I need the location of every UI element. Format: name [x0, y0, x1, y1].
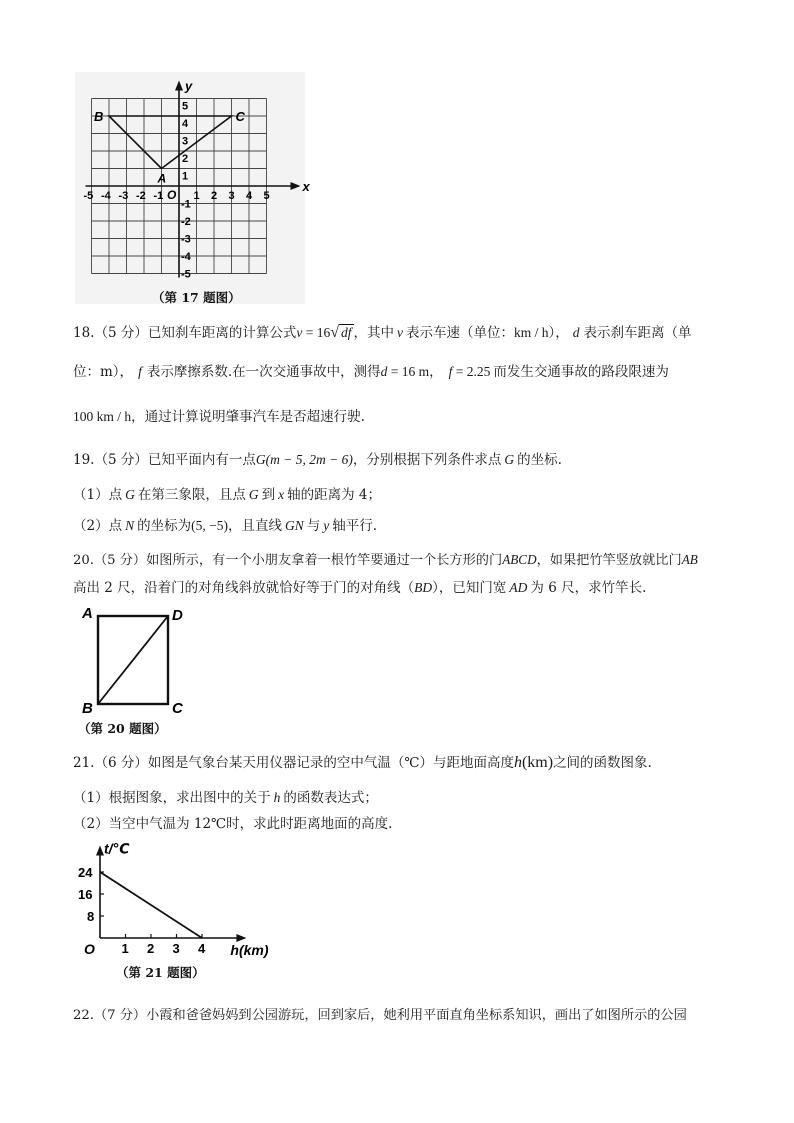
q19-var-g-2: G [504, 452, 515, 467]
fig17-x-tick-label: -4 [101, 190, 111, 202]
fig17-y-tick-label: 3 [182, 135, 189, 148]
q21-var-h: h [513, 754, 522, 771]
fig21-x-tick-label: 2 [147, 941, 155, 956]
q19-s1-c: 到 [261, 487, 276, 503]
fig21-x-tick-label: 3 [172, 941, 180, 956]
fig17-y-tick-label: -5 [181, 268, 191, 281]
q20-text-d: ），已知门宽 [432, 580, 507, 596]
q18-var-v-2: v [397, 325, 404, 340]
q19-s2-b: 的坐标为 [137, 518, 192, 534]
q19-s2-coord: (5, −5) [191, 518, 228, 533]
q21-text-a: 21.（6 分）如图是气象台某天用仪器记录的空中气温（℃）与距地面高度 [73, 755, 514, 771]
q19-s1-g2: G [248, 487, 259, 502]
q21-sub-2 [73, 812, 392, 832]
q20-ad: AD [509, 580, 528, 595]
q18-f-val: = 2.25 [452, 364, 491, 379]
q19-text-c: 的坐标. [517, 452, 562, 468]
q21-line-1 [73, 751, 652, 772]
fig20-label-b: B [82, 700, 93, 717]
fig21-y-tick-label: 16 [78, 887, 93, 902]
q19-text-b: ，分别根据下列条件求点 [352, 452, 502, 468]
q19-line-1 [73, 448, 562, 468]
fig21-x-tick-label: 4 [198, 941, 206, 956]
q19-s2-y: y [323, 518, 330, 533]
q21-s1-b: 的函数表达式； [283, 790, 378, 806]
q18-d-val: = 16 m [387, 364, 430, 379]
fig17-y-tick-label: 4 [182, 118, 189, 130]
q18-text-b: ，其中 [353, 325, 395, 341]
q18-text-e: 表示刹车距离（单 [583, 325, 692, 341]
q19-s2-a: （2）点 [73, 518, 123, 534]
fig17-y-tick-label: -3 [181, 233, 191, 246]
q20-text-a: 20.（5 分）如图所示，有一个小朋友拿着一根竹竿要通过一个长方形的门 [73, 553, 503, 568]
fig17-x-tick-label: 3 [228, 190, 235, 202]
fig17-y-tick-label: -1 [181, 198, 191, 211]
fig17-grid-svg [60, 58, 320, 308]
q19-sub-1 [73, 483, 381, 503]
fig17-x-tick-label: 5 [263, 190, 270, 202]
q19-s1-b: 在第三象限，且点 [137, 487, 246, 503]
fig21-series-line [100, 872, 202, 938]
fig21-y-tick-label: 24 [78, 865, 93, 880]
q19-s2-c: ，且直线 [227, 518, 282, 534]
q21-text-b: 之间的函数图象. [553, 755, 652, 771]
q20-text-c: 高出 2 尺，沿着门的对角线斜放就恰好等于门的对角线（ [73, 580, 415, 596]
fig17-x-tick-label: -5 [83, 190, 94, 202]
fig17-axis-y-label: y [185, 78, 193, 94]
figure-20 [78, 600, 198, 720]
q18-text-h: ， [429, 364, 443, 380]
q18-var-d: d [572, 325, 580, 340]
q20-line-2 [73, 576, 646, 596]
figure-21 [68, 838, 288, 968]
fig17-point-a-label: A [157, 171, 167, 186]
q19-text-a: 19.（5 分）已知平面内有一点 [73, 452, 256, 468]
q20-text-b: ，如果把竹竿竖放就比门 [536, 553, 682, 568]
fig17-y-tick-label: 2 [182, 153, 189, 165]
fig20-svg [78, 600, 198, 720]
q21-unit: (km) [521, 754, 554, 771]
fig17-y-tick-label: -4 [181, 251, 191, 263]
q19-s1-x: x [278, 487, 285, 502]
fig21-axes [96, 846, 246, 943]
fig21-ticks [78, 865, 206, 956]
fig21-ylabel: t/℃ [104, 840, 130, 857]
q18-text-g: 表示摩擦系数.在一次交通事故中，测得 [146, 364, 381, 380]
q18-var-v: v [296, 325, 303, 340]
figure-17 [60, 58, 320, 308]
q22-text: 22.（7 分）小霞和爸爸妈妈到公园游玩，回到家后，她利用平面直角坐标系知识，画出了如图所示的公园 [73, 1008, 687, 1023]
fig20-label-c: C [172, 700, 183, 717]
fig20-diagonal-bd [98, 616, 168, 704]
q18-line-2 [73, 360, 669, 380]
fig17-point-b-label: B [94, 109, 104, 124]
q19-s2-d: 与 [306, 518, 321, 534]
fig17-point-c-label: C [235, 109, 245, 124]
q18-formula-eq: = 16 [302, 325, 331, 340]
fig20-caption: （第 20 题图） [78, 721, 167, 736]
q21-s1-a: （1）根据图象，求出图中的关于 [73, 790, 271, 806]
q21-sub-1 [73, 786, 378, 806]
q18-d-eq: d [380, 364, 388, 379]
q19-s2-gn: GN [284, 518, 304, 533]
fig17-x-tick-label: -3 [118, 190, 129, 202]
fig17-x-tick-label: 2 [211, 190, 218, 202]
fig17-y-tick-label: -2 [181, 216, 191, 228]
fig17-axis-x-label: x [302, 179, 310, 194]
q20-ab: AB [681, 552, 698, 567]
q19-s1-g: G [125, 487, 135, 502]
q20-bd: BD [414, 580, 433, 595]
q18-text-d: ）， [548, 325, 569, 341]
fig17-y-tick-label: 5 [182, 100, 189, 113]
q20-line-1 [73, 549, 698, 568]
q18-line-3 [73, 405, 365, 425]
fig17-x-tick-label: 1 [193, 190, 200, 202]
q18-unit-speed: km / h [514, 325, 549, 340]
fig21-caption: （第 21 题图） [116, 965, 205, 980]
q19-s1-a: （1）点 [73, 487, 123, 503]
q18-f-eq: f [448, 364, 453, 379]
fig17-y-tick-label: 1 [182, 170, 189, 183]
q18-var-f: f [138, 364, 142, 379]
q18-text-j: ，通过计算说明肇事汽车是否超速行驶. [131, 409, 365, 425]
fig17-x-tick-label: 4 [246, 190, 253, 202]
fig17-caption: （第 17 题图） [152, 290, 241, 305]
q18-line-1 [73, 321, 692, 342]
fig17-x-tick-label: -2 [136, 190, 146, 202]
q19-s2-n: N [125, 518, 135, 533]
sqrt-symbol: √ [330, 324, 340, 341]
fig20-label-d: D [172, 607, 183, 624]
fig21-x-arrow [236, 934, 246, 942]
fig21-chart-svg [68, 838, 288, 968]
fig21-origin-label: O [84, 941, 95, 957]
fig20-label-a: A [82, 605, 93, 622]
q19-sub-2 [73, 514, 377, 534]
q18-text-a: 18.（5 分）已知刹车距离的计算公式 [73, 325, 297, 341]
q18-text-f: 位：m）， [73, 364, 134, 380]
q18-radicand: df [341, 325, 352, 340]
fig21-y-arrow [96, 846, 104, 856]
q19-s2-e: 轴平行. [332, 518, 378, 534]
q21-s2: （2）当空中气温为 12℃时，求此时距离地面的高度. [73, 816, 393, 832]
q20-abcd: ABCD [502, 552, 537, 567]
q18-text-c: 表示车速（单位： [406, 325, 515, 341]
fig21-y-tick-label: 8 [87, 909, 95, 924]
q19-coord: (m − 5, 2m − 6) [265, 452, 353, 467]
q18-text-i: 而发生交通事故的路段限速为 [493, 364, 669, 380]
q18-speed-limit: 100 km / h [73, 409, 132, 424]
fig21-x-tick-label: 1 [121, 941, 129, 956]
fig17-origin-label: O [167, 188, 177, 202]
fig21-xlabel: h(km) [230, 942, 269, 958]
q22-line-1 [73, 1004, 687, 1023]
q20-text-e: 为 6 尺，求竹竿长. [530, 580, 647, 596]
q19-var-g: G [255, 452, 266, 467]
q21-s1-h: h [273, 790, 281, 805]
fig17-x-tick-label: -1 [153, 190, 164, 202]
q19-s1-d: 轴的距离为 4； [287, 487, 381, 503]
